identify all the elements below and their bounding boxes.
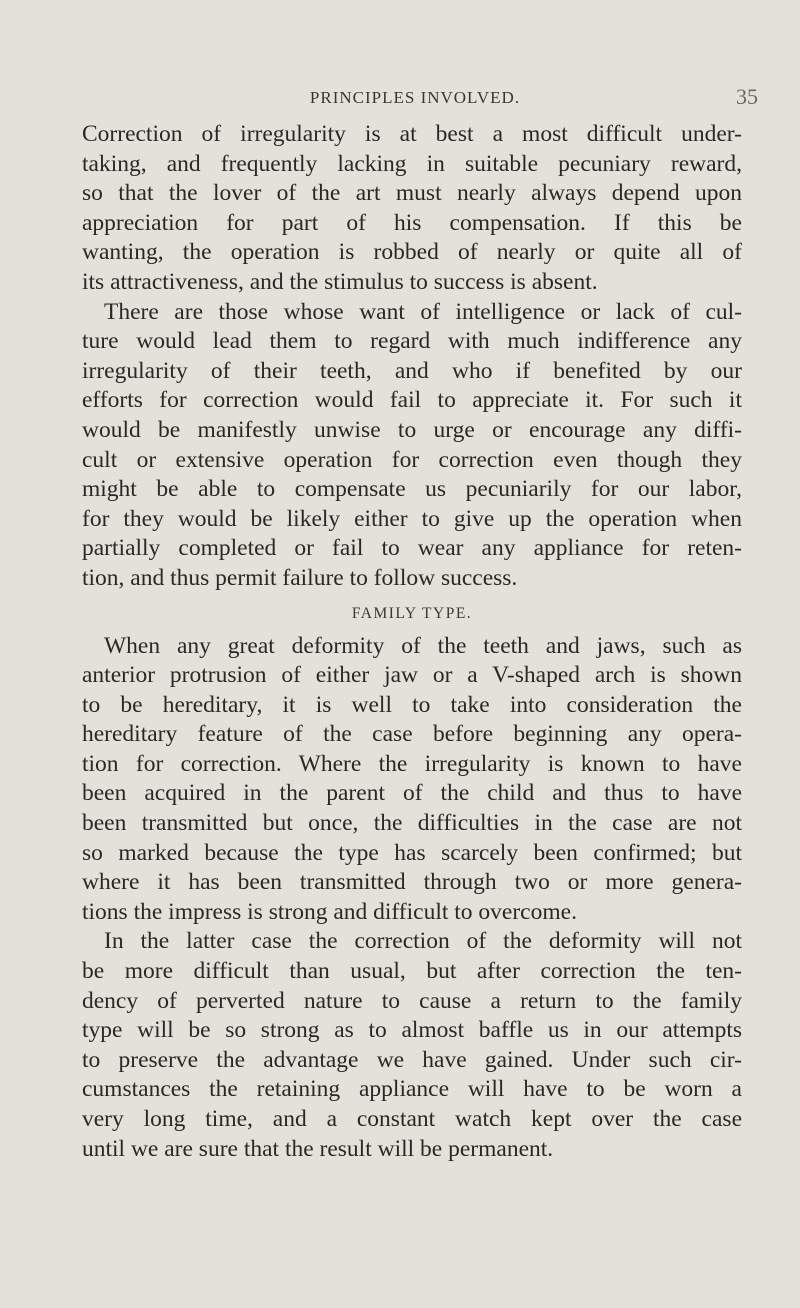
text-line: appreciation for part of his compensation. If this be xyxy=(82,209,742,236)
text-line: been acquired in the parent of the child and thus to have xyxy=(82,780,742,807)
text-line: taking, and frequently lacking in suitable pecuniary reward, xyxy=(82,150,742,177)
body-text xyxy=(82,120,742,1164)
text-line: to be hereditary, it is well to take into consideration the xyxy=(82,691,742,718)
text-line: cumstances the retaining appliance will have to be worn a xyxy=(82,1076,742,1103)
text-line: its attractiveness, and the stimulus to success is absent. xyxy=(82,268,598,295)
text-line: might be able to compensate us pecuniarily for our labor, xyxy=(82,476,742,503)
text-line: wanting, the operation is robbed of nearly or quite all of xyxy=(82,239,742,266)
text-line: so marked because the type has scarcely been confirmed; but xyxy=(82,839,742,866)
paragraph xyxy=(82,927,742,1164)
text-line: cult or extensive operation for correction even though they xyxy=(82,446,742,473)
paragraph xyxy=(82,298,742,594)
text-line: In the latter case the correction of the deformity will not xyxy=(104,928,742,955)
paragraph xyxy=(82,632,742,928)
paragraph xyxy=(82,120,742,298)
text-line: been transmitted but once, the difficulties in the case are not xyxy=(82,810,742,837)
text-line: be more difficult than usual, but after correction the ten- xyxy=(82,958,742,985)
text-line: tions the impress is strong and difficult to overcome. xyxy=(82,898,577,925)
text-line: efforts for correction would fail to appreciate it. For such it xyxy=(82,387,742,414)
text-line: dency of perverted nature to cause a return to the family xyxy=(82,987,742,1014)
text-line: until we are sure that the result will be permanent. xyxy=(82,1135,554,1162)
text-line: type will be so strong as to almost baffle us in our attempts xyxy=(82,1017,742,1044)
text-line: Correction of irregularity is at best a most difficult under- xyxy=(82,121,742,147)
text-line: so that the lover of the art must nearly always depend upon xyxy=(82,180,742,207)
page-number: 35 xyxy=(736,84,758,109)
text-line: ture would lead them to regard with much indifference any xyxy=(82,328,742,355)
running-head xyxy=(72,84,758,118)
text-line: for they would be likely either to give up the operation when xyxy=(82,505,742,532)
text-line: anterior protrusion of either jaw or a V-shaped arch is shown xyxy=(82,662,742,689)
section-heading: FAMILY TYPE. xyxy=(351,604,473,622)
text-line: partially completed or fail to wear any appliance for reten- xyxy=(82,535,742,562)
text-line: would be manifestly unwise to urge or encourage any diffi- xyxy=(82,416,742,443)
text-line: irregularity of their teeth, and who if benefited by our xyxy=(82,357,742,384)
text-line: When any great deformity of the teeth and jaws, such as xyxy=(104,632,742,659)
text-line: very long time, and a constant watch kept over the case xyxy=(82,1106,742,1132)
text-line: tion for correction. Where the irregularity is known to have xyxy=(82,750,742,777)
text-line: tion, and thus permit failure to follow success. xyxy=(82,564,518,591)
text-line: There are those whose want of intelligence or lack of cul- xyxy=(104,298,742,325)
text-line: to preserve the advantage we have gained. Under such cir- xyxy=(82,1046,742,1073)
running-title: PRINCIPLES INVOLVED. xyxy=(309,88,521,107)
text-line: hereditary feature of the case before beginning any opera- xyxy=(82,721,742,748)
text-line: where it has been transmitted through two or more genera- xyxy=(82,869,742,896)
